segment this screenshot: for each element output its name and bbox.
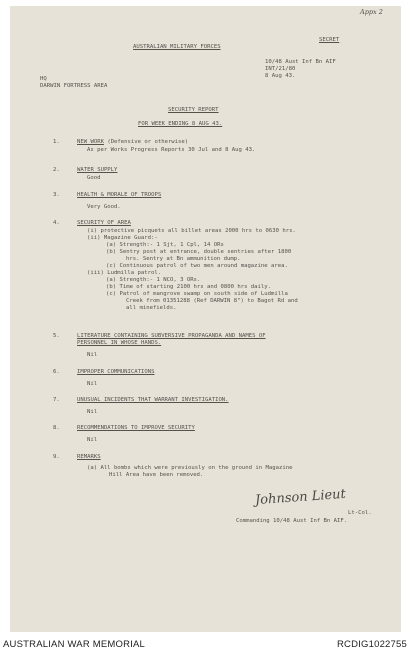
- addressee-area: DARWIN FORTRESS AREA: [40, 83, 108, 89]
- item-text: (ii) Magazine Guard:-: [87, 235, 158, 241]
- item-number: 8.: [53, 425, 60, 431]
- item-text: (iii) Ludmilla patrol.: [87, 270, 162, 276]
- item-text: Nil: [87, 409, 98, 415]
- item-text: Good: [87, 175, 101, 181]
- item-number: 6.: [53, 369, 60, 375]
- addressee-hq: HQ: [40, 76, 47, 82]
- item-text: (c) Continuous patrol of two men around magazine area.: [106, 263, 288, 269]
- sender-unit: 10/48 Aust Inf Bn AIF: [265, 59, 336, 65]
- item-text: (i) protective picquets all billet areas 2000 hrs to 0630 hrs.: [87, 228, 296, 234]
- item-heading-continued: PERSONNEL IN WHOSE HANDS.: [77, 340, 162, 346]
- item-heading: RECOMMENDATIONS TO IMPROVE SECURITY: [77, 425, 195, 431]
- item-heading: UNUSUAL INCIDENTS THAT WARRANT INVESTIGATION.: [77, 397, 229, 403]
- signature-rank: Lt-Col.: [348, 510, 372, 516]
- item-text: Creek from 01351288 (Ref DARWIN 8") to Bagot Rd and: [126, 298, 298, 304]
- item-text: (a) Strength:- 1 NCO, 3 ORs.: [106, 277, 201, 283]
- item-number: 2.: [53, 167, 60, 173]
- item-number: 1.: [53, 139, 60, 145]
- item-number: 7.: [53, 397, 60, 403]
- item-text: all minefields.: [126, 305, 177, 311]
- report-subtitle: FOR WEEK ENDING 8 AUG 43.: [138, 121, 223, 127]
- signature-block: Commanding 10/48 Aust Inf Bn AIF.: [236, 518, 348, 524]
- item-text: As per Works Progress Reports 30 Jul and 8 Aug 43.: [87, 147, 256, 153]
- item-number: 3.: [53, 192, 60, 198]
- item-number: 9.: [53, 454, 60, 460]
- handwritten-signature: Johnson Lieut: [254, 486, 347, 509]
- reference-number: INT/21/80: [265, 66, 296, 72]
- report-title: SECURITY REPORT: [168, 107, 219, 113]
- item-text: (c) Patrol of mangrove swamp on south side of Ludmilla: [106, 291, 288, 297]
- item-text: hrs. Sentry at Bn ammunition dump.: [126, 256, 241, 262]
- item-text: (a) Strength:- 1 Sjt, 1 Cpl, 14 ORs: [106, 242, 224, 248]
- document-page: [10, 6, 401, 632]
- item-heading: WATER SUPPLY: [77, 167, 118, 173]
- archive-footer-left: AUSTRALIAN WAR MEMORIAL: [3, 639, 146, 650]
- header-forces: AUSTRALIAN MILITARY FORCES: [133, 44, 221, 50]
- item-text: Very Good.: [87, 204, 121, 210]
- item-heading: LITERATURE CONTAINING SUBVERSIVE PROPAGANDA AND NAMES OF: [77, 333, 266, 339]
- item-text: Hill Area have been removed.: [109, 472, 204, 478]
- item-heading: HEALTH & MORALE OF TROOPS: [77, 192, 162, 198]
- item-number: 5.: [53, 333, 60, 339]
- item-heading: SECURITY OF AREA: [77, 220, 131, 226]
- item-text: (b) Time of starting 2100 hrs and 0800 hrs daily.: [106, 284, 272, 290]
- item-text: (a) All bombs which were previously on the ground in Magazine: [87, 465, 293, 471]
- item-text: Nil: [87, 437, 98, 443]
- item-heading: REMARKS: [77, 454, 101, 460]
- item-heading: IMPROPER COMMUNICATIONS: [77, 369, 155, 375]
- item-number: 4.: [53, 220, 60, 226]
- item-text: Nil: [87, 352, 98, 358]
- item-heading: NEW WORK (Defensive or otherwise): [77, 139, 189, 145]
- report-date: 8 Aug 43.: [265, 73, 296, 79]
- classification-mark: SECRET: [319, 37, 340, 43]
- item-text: (b) Sentry post at entrance, double sentries after 1800: [106, 249, 292, 255]
- archive-footer-right: RCDIG1022755: [337, 639, 407, 650]
- handwritten-reference: Appx 2: [360, 8, 383, 16]
- item-text: Nil: [87, 381, 98, 387]
